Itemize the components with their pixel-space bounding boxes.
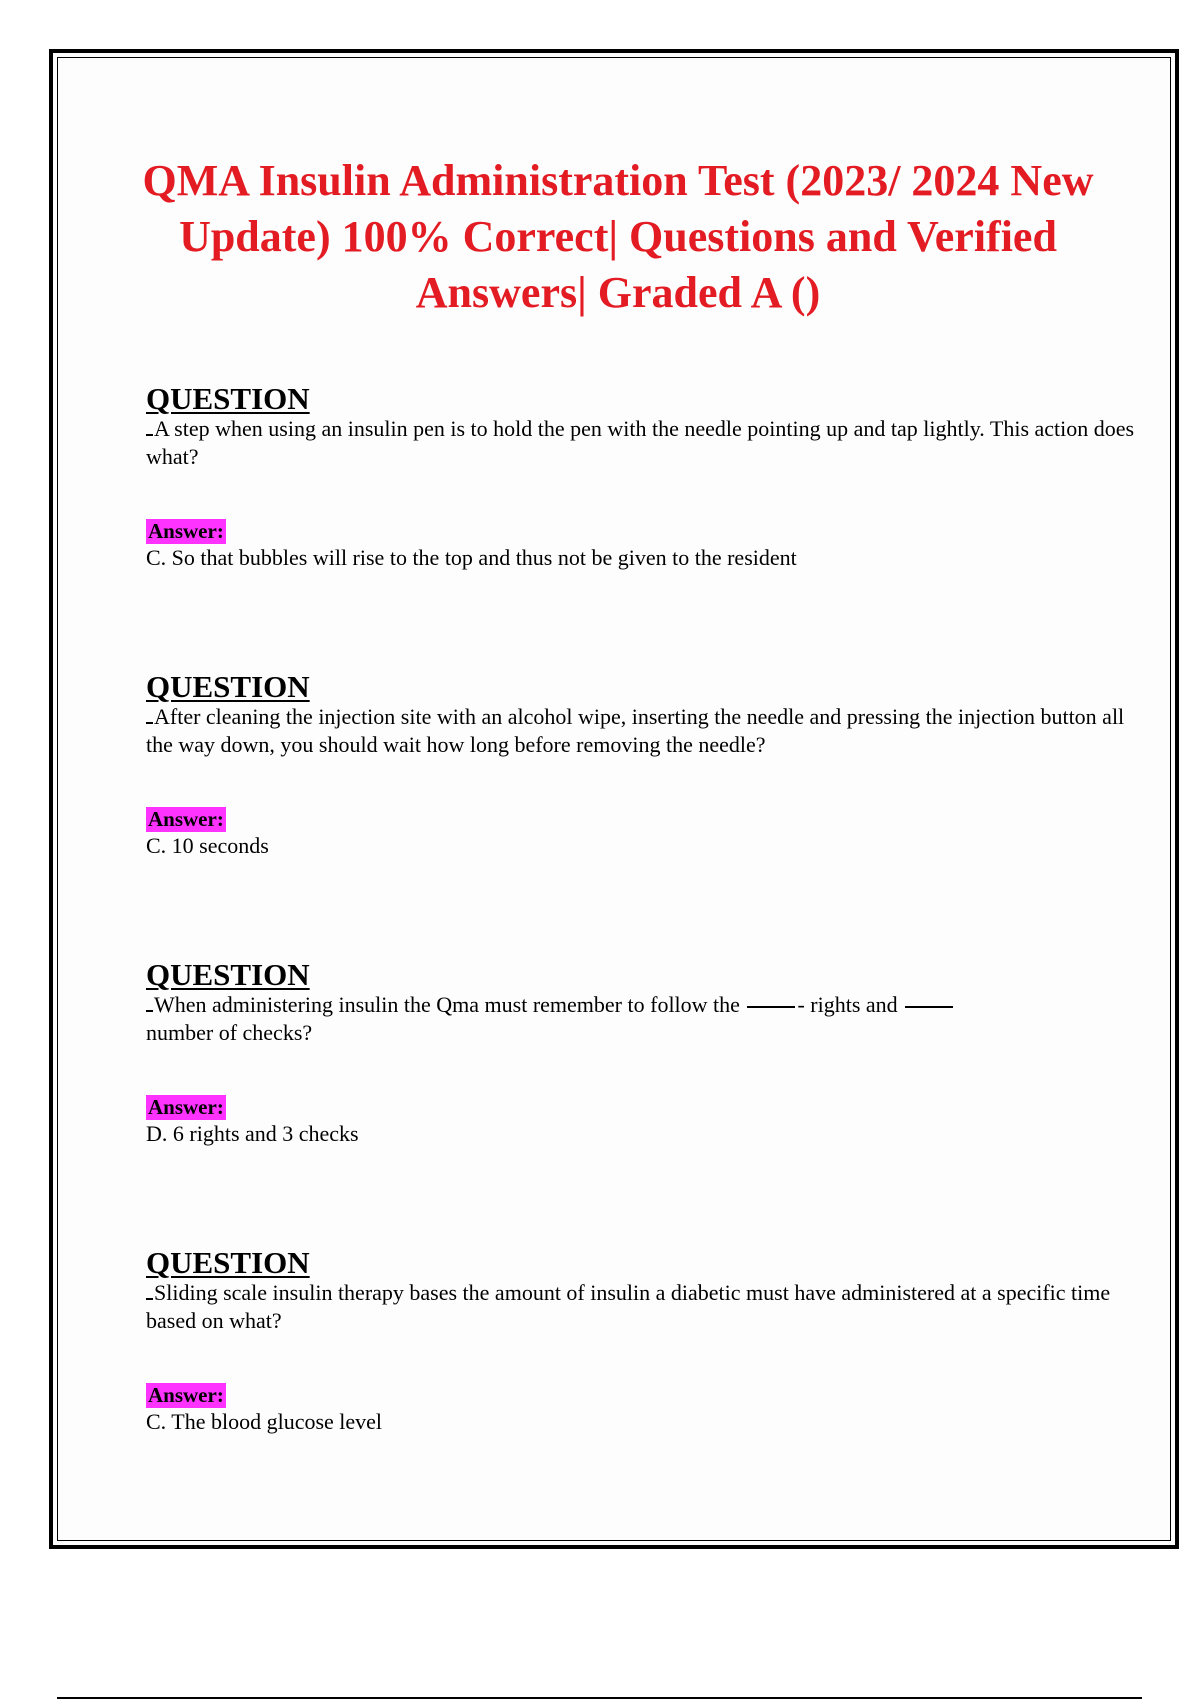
answer-text: C. 10 seconds	[146, 833, 269, 858]
question-heading: QUESTION	[146, 669, 310, 704]
answer-label: Answer:	[148, 519, 224, 543]
answer-text: D. 6 rights and 3 checks	[146, 1121, 359, 1146]
question-heading: QUESTION	[146, 1245, 310, 1280]
question-text-content: Sliding scale insulin therapy bases the amount of insulin a diabetic must have administered at a specific time based on what?	[146, 1280, 1111, 1333]
qa-item-1	[146, 383, 1146, 572]
answer-text: C. So that bubbles will rise to the top and thus not be given to the resident	[146, 545, 797, 570]
question-text-part-3: number of checks?	[146, 1020, 313, 1045]
question-text-part-2: - rights and	[797, 992, 898, 1017]
question-marker	[146, 722, 153, 724]
question-text	[146, 703, 1136, 759]
question-text-part-1: When administering insulin the Qma must remember to follow the	[154, 992, 740, 1017]
page-frame	[49, 49, 1179, 1549]
answer-blank	[747, 1006, 795, 1008]
question-text	[146, 991, 1136, 1047]
answer-label: Answer:	[148, 1383, 224, 1407]
question-marker	[146, 434, 153, 436]
question-text	[146, 1279, 1136, 1335]
question-text	[146, 415, 1136, 471]
question-heading: QUESTION	[146, 381, 310, 416]
question-heading: QUESTION	[146, 957, 310, 992]
question-text-content: A step when using an insulin pen is to hold the pen with the needle pointing up and tap lightly. This action does what?	[146, 416, 1135, 469]
answer-label: Answer:	[148, 807, 224, 831]
answer-label: Answer:	[148, 1095, 224, 1119]
qa-item-3	[146, 959, 1146, 1148]
document-title: QMA Insulin Administration Test (2023/ 2024 New Update) 100% Correct| Questions and Verified Answers| Graded A ()	[142, 156, 1094, 317]
bottom-rule	[57, 1697, 1142, 1699]
answer-text: C. The blood glucose level	[146, 1409, 383, 1434]
question-text-content: After cleaning the injection site with an alcohol wipe, inserting the needle and pressing the injection button all the way down, you should wait how long before removing the needle?	[146, 704, 1125, 757]
qa-item-4	[146, 1247, 1146, 1436]
question-marker	[146, 1010, 153, 1012]
qa-item-2	[146, 671, 1146, 860]
question-marker	[146, 1298, 153, 1300]
answer-blank	[905, 1006, 953, 1008]
